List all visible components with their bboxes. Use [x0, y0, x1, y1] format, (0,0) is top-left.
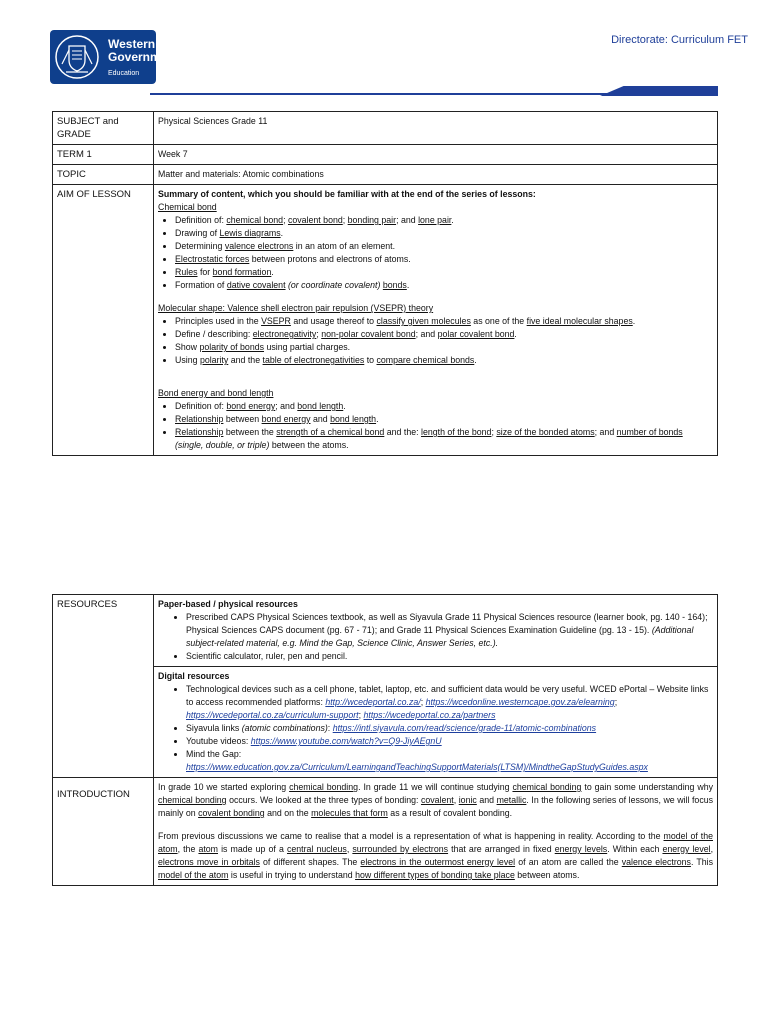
introduction-content: [154, 778, 718, 886]
wced-partners-link[interactable]: https://wcedeportal.co.za/partners: [363, 710, 496, 720]
list-item: • Electrostatic forces between protons and electrons of atoms.: [175, 253, 713, 266]
lesson-table: [52, 111, 718, 456]
intro-paragraph-2: From previous discussions we came to realise that a model is a representation of what is happening in reality. According to the model of the atom, the atom is made up of a central nucleus, surrounded by electrons that are arranged in fixed energy levels. Within each energy level, electrons move in orbitals of different shapes. The electrons in the outermost energy level of an atom are called the valence electrons. This model of the atom is useful in trying to understand how different types of bonding take place between atoms.: [158, 831, 714, 880]
logo-line-1: Western Cape: [108, 37, 188, 51]
table-row: [53, 112, 718, 145]
header-accent-bar: [600, 86, 718, 96]
list-item: • Mind the Gap: https://www.education.gov.za/Curriculum/LearningandTeachingSupportMaterials(LTSM)/MindtheGapStudyGuides.aspx: [186, 748, 713, 774]
paper-resources: [154, 595, 718, 667]
digital-resources-title: Digital resources: [158, 671, 230, 681]
aim-content: [154, 185, 718, 456]
wced-eportal-link[interactable]: http://wcedeportal.co.za/: [325, 697, 421, 707]
table-row: [53, 595, 718, 667]
resources-table: [52, 594, 718, 886]
aim-summary: Summary of content, which you should be familiar with at the end of the series of lessons:: [158, 189, 536, 199]
list-item: • Drawing of Lewis diagrams.: [175, 227, 713, 240]
list-item: • Define / describing: electronegativity; non-polar covalent bond; and polar covalent bond.: [175, 328, 713, 341]
list-item: • Show polarity of bonds using partial charges.: [175, 341, 713, 354]
list-item: • Formation of dative covalent (or coordinate covalent) bonds.: [175, 279, 713, 292]
list-item: • Relationship between bond energy and bond length.: [175, 413, 713, 426]
page-header: [0, 0, 768, 100]
resources-label: RESOURCES: [53, 595, 154, 778]
molecular-shape-list: [158, 315, 713, 367]
introduction-label: INTRODUCTION: [53, 778, 154, 886]
table-row: [53, 778, 718, 886]
list-item: • Determining valence electrons in an atom of an element.: [175, 240, 713, 253]
wced-elearning-link[interactable]: https://wcedonline.westerncape.gov.za/elearning: [425, 697, 615, 707]
paper-resources-title: Paper-based / physical resources: [158, 599, 298, 609]
siyavula-link[interactable]: https://intl.siyavula.com/read/science/grade-11/atomic-combinations: [332, 723, 597, 733]
wcg-logo: [50, 30, 188, 84]
list-item: • Siyavula links (atomic combinations): https://intl.siyavula.com/read/science/grade-11/atomic-combinations: [186, 722, 713, 735]
list-item: • Principles used in the VSEPR and usage thereof to classify given molecules as one of the five ideal molecular shapes.: [175, 315, 713, 328]
section-title-molecular-shape: Molecular shape: Valence shell electron pair repulsion (VSEPR) theory: [158, 303, 434, 313]
mind-the-gap-link[interactable]: https://www.education.gov.za/Curriculum/LearningandTeachingSupportMaterials(LTSM)/MindtheGapStudyGuides.aspx: [186, 762, 648, 772]
list-item: • Prescribed CAPS Physical Sciences textbook, as well as Siyavula Grade 11 Physical Sciences resource (learner book, pg. 140 - 164); Physical Sciences CAPS document (pg. 67 - 71); and Grade 11 Physical Sciences Examination Guideline (pg. 13 - 15). (Additional subject-related material, e.g. Mind the Gap, Science Clinic, Answer Series, etc.).: [186, 611, 713, 650]
subject-value: Physical Sciences Grade 11: [154, 112, 718, 145]
directorate-title: Directorate: Curriculum FET: [611, 34, 748, 46]
logo-line-2: Government: [108, 50, 179, 64]
chemical-bond-list: [158, 214, 713, 292]
list-item: • Rules for bond formation.: [175, 266, 713, 279]
wced-curriculum-link[interactable]: https://wcedeportal.co.za/curriculum-support: [186, 710, 359, 720]
aim-label: AIM OF LESSON: [53, 185, 154, 456]
paper-resources-list: [158, 611, 713, 663]
coat-of-arms-icon: [54, 34, 100, 80]
list-item: • Relationship between the strength of a chemical bond and the: length of the bond; size of the bonded atoms; and number of bonds (single, double, or triple) between the atoms.: [175, 426, 713, 452]
section-title-bond-energy: Bond energy and bond length: [158, 388, 274, 398]
list-item: • Definition of: bond energy; and bond length.: [175, 400, 713, 413]
subject-label: SUBJECT and GRADE: [53, 112, 154, 145]
table-row: [53, 165, 718, 185]
term-label: TERM 1: [53, 145, 154, 165]
topic-value: Matter and materials: Atomic combinations: [154, 165, 718, 185]
list-item: • Technological devices such as a cell phone, tablet, laptop, etc. and sufficient data would be very useful. WCED ePortal – Website links to access recommended platforms: http://wcedeportal.co.za/; https://wcedonline.westerncape.gov.za/elearning; https://wcedeportal.co.za/curriculum-support; https://wcedeportal.co.za/partners: [186, 683, 713, 722]
table-row: [53, 185, 718, 456]
digital-resources-list: [158, 683, 713, 774]
youtube-link[interactable]: https://www.youtube.com/watch?v=Q9-JiyAEgnU: [250, 736, 442, 746]
list-item: • Definition of: chemical bond; covalent bond; bonding pair; and lone pair.: [175, 214, 713, 227]
list-item: • Youtube videos: https://www.youtube.com/watch?v=Q9-JiyAEgnU: [186, 735, 713, 748]
term-value: Week 7: [154, 145, 718, 165]
logo-subtitle: Education: [108, 70, 140, 77]
digital-resources: [154, 667, 718, 778]
table-row: [53, 145, 718, 165]
list-item: • Scientific calculator, ruler, pen and pencil.: [186, 650, 713, 663]
section-title-chemical-bond: Chemical bond: [158, 202, 217, 212]
intro-paragraph-1: In grade 10 we started exploring chemical bonding. In grade 11 we will continue studying chemical bonding to gain some understanding why chemical bonding occurs. We looked at the three types of bonding: covalent, ionic and metallic. In the following series of lessons, we will focus mainly on covalent bonding and on the molecules that form as a result of covalent bonding.: [158, 782, 714, 818]
bond-energy-list: [158, 400, 713, 452]
list-item: • Using polarity and the table of electronegativities to compare chemical bonds.: [175, 354, 713, 367]
topic-label: TOPIC: [53, 165, 154, 185]
